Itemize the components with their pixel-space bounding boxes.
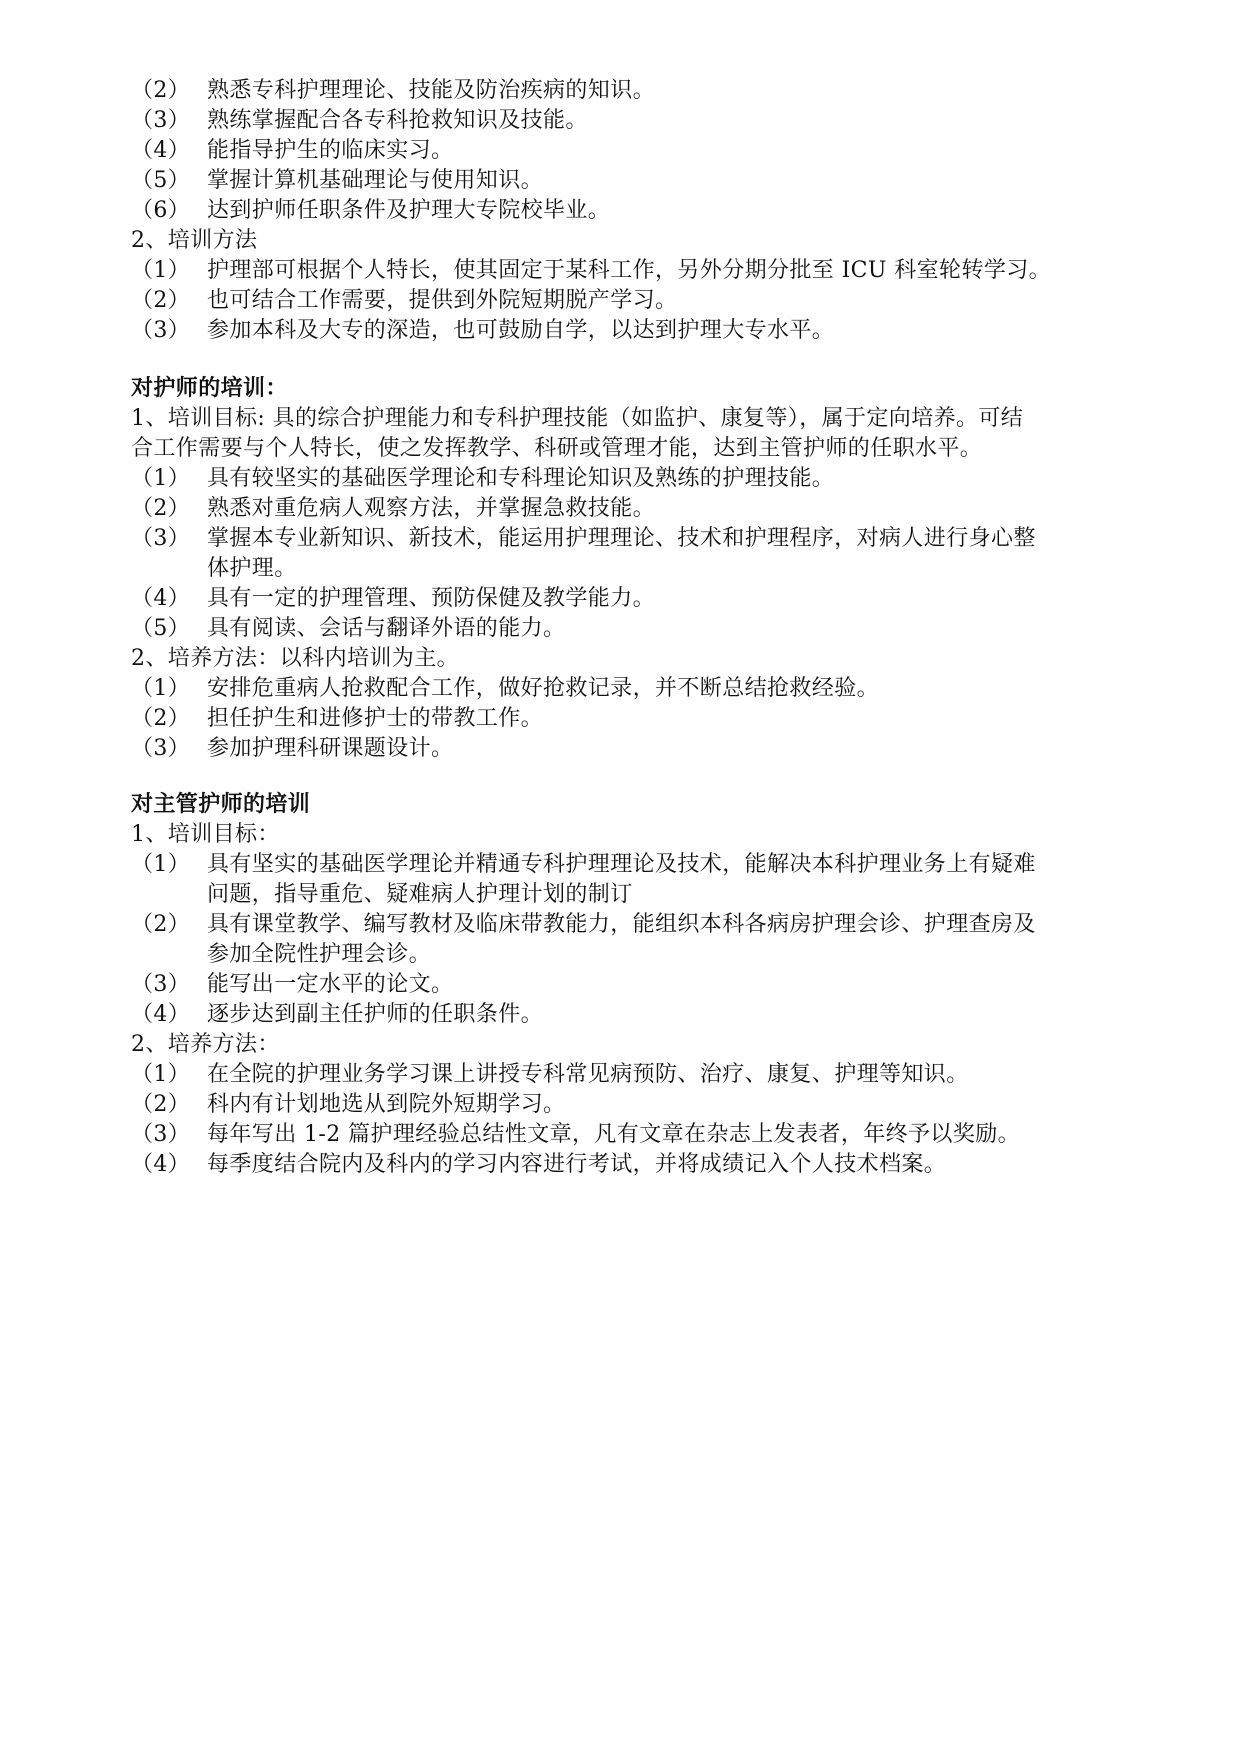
list-item-number: （5） <box>131 616 191 641</box>
list-item <box>131 104 1131 137</box>
line-text: 在全院的护理业务学习课上讲授专科常见病预防、治疗、康复、护理等知识。 <box>207 1062 969 1087</box>
list-item-number: （3） <box>131 108 191 133</box>
list-item-number: （1） <box>131 466 191 491</box>
list-item <box>131 998 1131 1031</box>
list-item <box>131 732 1131 765</box>
list-item-number: （3） <box>131 318 191 343</box>
line-text: 具有阅读、会话与翻译外语的能力。 <box>207 616 566 641</box>
section-heading <box>131 372 1131 405</box>
line-text: 具有课堂教学、编写教材及临床带教能力，能组织本科各病房护理会诊、护理查房及 <box>207 912 1036 937</box>
line-text: 2、培养方法： <box>131 1032 280 1057</box>
line-text: 2、培训方法 <box>131 228 258 253</box>
line-text: 逐步达到副主任护师的任职条件。 <box>207 1002 544 1027</box>
line-text: 熟悉对重危病人观察方法，并掌握急救技能。 <box>207 496 656 521</box>
list-item <box>131 314 1131 347</box>
line-text: 对主管护师的培训 <box>131 791 311 817</box>
line-text: 对护师的培训： <box>131 375 288 401</box>
list-item-number: （3） <box>131 526 191 551</box>
list-item <box>131 492 1131 525</box>
list-item <box>131 462 1131 495</box>
list-item-number: （1） <box>131 1062 191 1087</box>
list-item-number: （1） <box>131 676 191 701</box>
list-item <box>131 1118 1131 1151</box>
list-item <box>131 968 1131 1001</box>
list-item-number: （4） <box>131 1152 191 1177</box>
line-text: 能指导护生的临床实习。 <box>207 138 454 163</box>
list-item <box>131 848 1131 881</box>
list-item-number: （4） <box>131 138 191 163</box>
list-item <box>131 612 1131 645</box>
line-text: 合工作需要与个人特长，使之发挥教学、科研或管理才能，达到主管护师的任职水平。 <box>131 436 983 461</box>
list-item <box>131 672 1131 705</box>
line-text: 具有坚实的基础医学理论并精通专科护理理论及技术，能解决本科护理业务上有疑难 <box>207 852 1036 877</box>
list-item-number: （2） <box>131 912 191 937</box>
list-item-number: （2） <box>131 496 191 521</box>
paragraph-line <box>131 432 1131 465</box>
list-item <box>131 194 1131 227</box>
list-item-number: （4） <box>131 1002 191 1027</box>
list-item-number: （4） <box>131 586 191 611</box>
line-text: 掌握本专业新知识、新技术，能运用护理理论、技术和护理程序，对病人进行身心整 <box>207 526 1036 551</box>
line-text: 参加本科及大专的深造，也可鼓励自学，以达到护理大专水平。 <box>207 318 835 343</box>
line-text: 护理部可根据个人特长，使其固定于某科工作，另外分期分批至 ICU 科室轮转学习。 <box>207 258 1052 283</box>
line-text: 2、培养方法：以科内培训为主。 <box>131 646 459 671</box>
list-item <box>131 522 1131 555</box>
line-text: 参加护理科研课题设计。 <box>207 736 454 761</box>
line-text: 能写出一定水平的论文。 <box>207 972 454 997</box>
line-text: 具有较坚实的基础医学理论和专科理论知识及熟练的护理技能。 <box>207 466 835 491</box>
list-item-number: （1） <box>131 852 191 877</box>
line-text: 达到护师任职条件及护理大专院校毕业。 <box>207 198 611 223</box>
list-item-number: （2） <box>131 288 191 313</box>
list-item-continuation <box>207 552 1131 585</box>
line-text: 每年写出 1-2 篇护理经验总结性文章，凡有文章在杂志上发表者，年终予以奖励。 <box>207 1122 1021 1147</box>
line-text: 熟悉专科护理理论、技能及防治疾病的知识。 <box>207 78 656 103</box>
paragraph-line <box>131 642 1131 675</box>
list-item <box>131 1058 1131 1091</box>
list-item <box>131 284 1131 317</box>
line-text: 每季度结合院内及科内的学习内容进行考试，并将成绩记入个人技术档案。 <box>207 1152 947 1177</box>
list-item-number: （6） <box>131 198 191 223</box>
list-item <box>131 582 1131 615</box>
line-text: 体护理。 <box>207 556 297 581</box>
paragraph-line <box>131 1028 1131 1061</box>
list-item-number: （2） <box>131 706 191 731</box>
paragraph-line <box>131 402 1131 435</box>
list-item <box>131 1148 1131 1181</box>
list-item-number: （3） <box>131 1122 191 1147</box>
list-item <box>131 702 1131 735</box>
list-item-number: （5） <box>131 168 191 193</box>
list-item <box>131 74 1131 107</box>
list-item-number: （2） <box>131 78 191 103</box>
line-text: 安排危重病人抢救配合工作，做好抢救记录，并不断总结抢救经验。 <box>207 676 880 701</box>
line-text: 也可结合工作需要，提供到外院短期脱产学习。 <box>207 288 678 313</box>
line-text: 1、培训目标： <box>131 822 280 847</box>
list-item <box>131 1088 1131 1121</box>
section-heading <box>131 788 1131 821</box>
line-text: 熟练掌握配合各专科抢救知识及技能。 <box>207 108 588 133</box>
line-text: 问题，指导重危、疑难病人护理计划的制订 <box>207 882 633 907</box>
line-text: 具有一定的护理管理、预防保健及教学能力。 <box>207 586 656 611</box>
list-item <box>131 908 1131 941</box>
list-item-number: （3） <box>131 972 191 997</box>
list-item-continuation <box>207 938 1131 971</box>
paragraph-line <box>131 818 1131 851</box>
line-text: 1、培训目标: 具的综合护理能力和专科护理技能（如监护、康复等），属于定向培养。可结 <box>131 406 1024 431</box>
list-item <box>131 134 1131 167</box>
line-text: 参加全院性护理会诊。 <box>207 942 432 967</box>
list-item-number: （2） <box>131 1092 191 1117</box>
line-text: 掌握计算机基础理论与使用知识。 <box>207 168 544 193</box>
list-item-number: （3） <box>131 736 191 761</box>
line-text: 科内有计划地选从到院外短期学习。 <box>207 1092 566 1117</box>
list-item-continuation <box>207 878 1131 911</box>
paragraph-line <box>131 224 1131 257</box>
list-item-number: （1） <box>131 258 191 283</box>
list-item <box>131 254 1131 287</box>
line-text: 担任护生和进修护士的带教工作。 <box>207 706 544 731</box>
list-item <box>131 164 1131 197</box>
